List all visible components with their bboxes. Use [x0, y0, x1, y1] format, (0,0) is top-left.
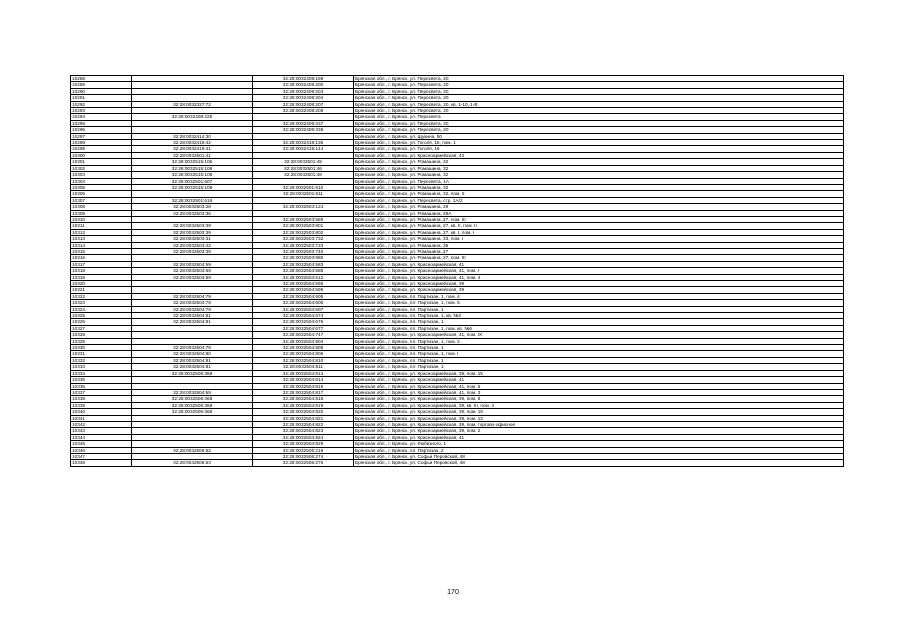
address-cell: Брянская обл., г. Брянск, ул. Ромашина, 32 [354, 184, 844, 190]
row-number-cell: 10338 [71, 396, 132, 402]
row-number-cell: 10294 [71, 114, 132, 120]
old-cadastral-number-cell: 32:28:0032414:30 [132, 133, 253, 139]
cadastral-number-cell: 32:28:0032503:732 [253, 236, 354, 242]
old-cadastral-number-cell: 32:28:0032503:28 [132, 204, 253, 210]
address-cell: Брянская обл., г. Брянск, ул. Пересвета, 20 [354, 95, 844, 101]
cadastral-number-cell: 32:28:0032504:810 [253, 357, 354, 363]
row-number-cell: 10296 [71, 127, 132, 133]
cadastral-number-cell: 32:28:0032503:589 [253, 216, 354, 222]
row-number-cell: 10334 [71, 370, 132, 376]
address-cell: Брянская обл., г. Брянск, пл. Партизан, 1, пом. 5 [354, 300, 844, 306]
old-cadastral-number-cell: 32:28:0032503:39 [132, 223, 253, 229]
row-number-cell: 10331 [71, 351, 132, 357]
cadastral-number-cell: 32:28:0032504:583 [253, 261, 354, 267]
old-cadastral-number-cell: 32:28:0032504:81 [132, 319, 253, 325]
cadastral-number-cell: 32:28:0032503:733 [253, 242, 354, 248]
cadastral-number-cell: 32:28:0032504:819 [253, 402, 354, 408]
address-cell: Брянская обл., г. Брянск, ул. Красноармейская, 39, пом. 2 [354, 428, 844, 434]
old-cadastral-number-cell: 32:28:0032515:108 [132, 165, 253, 171]
address-cell: Брянская обл., г. Брянск, пл. Партизан, 1, пом. кв. №6 [354, 325, 844, 331]
row-number-cell: 10315 [71, 248, 132, 254]
cadastral-number-cell: 32:28:0032504:824 [253, 434, 354, 440]
cadastral-number-cell: 32:28:0032408:204 [253, 95, 354, 101]
row-number-cell: 10329 [71, 338, 132, 344]
cadastral-number-cell: 32:28:0032408:208 [253, 108, 354, 114]
row-number-cell: 10290 [71, 88, 132, 94]
cadastral-number-cell: 32:28:0032504:815 [253, 383, 354, 389]
row-number-cell: 10302 [71, 165, 132, 171]
address-cell: Брянская обл., г. Брянск, ул. Ромашина, 27, пом. III [354, 255, 844, 261]
row-number-cell: 10308 [71, 204, 132, 210]
row-number-cell: 10332 [71, 357, 132, 363]
cadastral-number-cell: 32:28:0032503:980 [253, 255, 354, 261]
address-cell: Брянская обл., г. Брянск, ул. Ромашина, 29А [354, 210, 844, 216]
address-cell: Брянская обл., г. Брянск, ул. Ромашина, 33, пом. I [354, 236, 844, 242]
address-cell: Брянская обл., г. Брянск, ул. Красноармейская, 39, пом. 13 [354, 415, 844, 421]
cadastral-number-cell: 32:28:0032504:817 [253, 389, 354, 395]
row-number-cell: 10304 [71, 178, 132, 184]
old-cadastral-number-cell: 32:28:0032515:106 [132, 159, 253, 165]
row-number-cell: 10305 [71, 184, 132, 190]
address-cell: Брянская обл., г. Брянск, ул. Пересвета, 20 [354, 88, 844, 94]
address-cell: Брянская обл., г. Брянск, ул. Пересвета, стр. 1А/2 [354, 197, 844, 203]
row-number-cell: 10344 [71, 434, 132, 440]
cadastral-number-cell: 32:28:0032504:606 [253, 300, 354, 306]
old-cadastral-number-cell: 32:28:0032503:31 [132, 236, 253, 242]
page-number: 170 [447, 589, 459, 596]
cadastral-number-cell: 32:28:0032503:124 [253, 204, 354, 210]
cadastral-number-cell: 32:28:0032504:598 [253, 287, 354, 293]
address-cell: Брянская обл., г. Брянск, ул. Красноармейская, 39 [354, 287, 844, 293]
cadastral-number-cell: 32:28:0032504:804 [253, 338, 354, 344]
row-number-cell: 10327 [71, 325, 132, 331]
row-number-cell: 10323 [71, 300, 132, 306]
row-number-cell: 10345 [71, 441, 132, 447]
address-cell: Брянская обл., г. Брянск, ул. Ромашина, 27, пом. III [354, 216, 844, 222]
old-cadastral-number-cell: 32:28:0032501:607 [132, 178, 253, 184]
old-cadastral-number-cell: 32:28:0032504:81 [132, 313, 253, 319]
row-number-cell: 10347 [71, 453, 132, 459]
old-cadastral-number-cell: 32:28:0032504:80 [132, 351, 253, 357]
address-cell: Брянская обл., г. Брянск, ул. Красноармейская, 41 [354, 434, 844, 440]
address-cell: Брянская обл., г. Брянск, ул. Пересвета, 1А [354, 178, 844, 184]
cadastral-number-cell: 32:28:0032501:46 [253, 165, 354, 171]
old-cadastral-number-cell: 32:28:0032504:79 [132, 293, 253, 299]
cadastral-number-cell: 32:28:0032408:200 [253, 82, 354, 88]
row-number-cell: 10341 [71, 415, 132, 421]
address-cell: Брянская обл., г. Брянск, ул. Красноармейская, 39 [354, 281, 844, 287]
address-cell: Брянская обл., г. Брянск, ул. Ромашина, 35 [354, 242, 844, 248]
address-cell: Брянская обл., г. Брянск, пл. Партизан, 1 [354, 357, 844, 363]
row-number-cell: 10311 [71, 223, 132, 229]
cadastral-number-cell: 32:28:0032504:822 [253, 421, 354, 427]
row-number-cell: 10319 [71, 274, 132, 280]
cadastral-number-cell: 32:28:0032419:136 [253, 140, 354, 146]
cadastral-number-cell: 32:28:0032504:674 [253, 313, 354, 319]
old-cadastral-number-cell: 32:28:0032515:108 [132, 172, 253, 178]
address-cell: Брянская обл., г. Брянск, ул. Красноармейская, 41, пом. 5 [354, 383, 844, 389]
address-cell: Брянская обл., г. Брянск, ул. Гоголя, 16 [354, 146, 844, 152]
address-cell: Брянская обл., г. Брянск, ул. Красноармейская, 39, кв. III, пом. 3 [354, 402, 844, 408]
row-number-cell: 10316 [71, 255, 132, 261]
old-cadastral-number-cell: 32:28:0032504:69 [132, 268, 253, 274]
row-number-cell: 10310 [71, 216, 132, 222]
row-number-cell: 10307 [71, 197, 132, 203]
cadastral-number-cell: 32:28:0032501:611 [253, 191, 354, 197]
address-cell: Брянская обл., г. Брянск, ул. Ромашина, 29 [354, 204, 844, 210]
row-number-cell: 10336 [71, 383, 132, 389]
address-cell: Брянская обл., г. Брянск, ул. Ромашина, 27, кв. I, пом. I [354, 229, 844, 235]
old-cadastral-number-cell: 32:28:0032515:108 [132, 184, 253, 190]
old-cadastral-number-cell: 32:28:0032501:616 [132, 197, 253, 203]
cadastral-number-cell: 32:28:0032504:585 [253, 268, 354, 274]
row-number-cell: 10318 [71, 268, 132, 274]
row-number-cell: 10298 [71, 140, 132, 146]
old-cadastral-number-cell: 32:28:0032506:62 [132, 447, 253, 453]
row-number-cell: 10314 [71, 242, 132, 248]
address-cell: Брянская обл., г. Брянск, ул. Ромашина, 27, кв. II, пом. II [354, 223, 844, 229]
cadastral-number-cell: 32:28:0032504:677 [253, 325, 354, 331]
address-cell: Брянская обл., г. Брянск, ул. Пересвета [354, 114, 844, 120]
cadastral-number-cell: 32:28:0032504:811 [253, 364, 354, 370]
address-cell: Брянская обл., г. Брянск, ул. Красноармейская, 39, пом. 15 [354, 370, 844, 376]
row-number-cell: 10322 [71, 293, 132, 299]
old-cadastral-number-cell: 32:28:0032506:63 [132, 460, 253, 466]
row-number-cell: 10303 [71, 172, 132, 178]
old-cadastral-number-cell: 32:28:0032504:69 [132, 389, 253, 395]
row-number-cell: 10346 [71, 447, 132, 453]
row-number-cell: 10340 [71, 409, 132, 415]
cadastral-number-cell: 32:28:0032504:806 [253, 351, 354, 357]
cadastral-number-cell: 32:28:0032504:596 [253, 281, 354, 287]
row-number-cell: 10292 [71, 101, 132, 107]
cadastral-number-cell: 32:28:0032504:818 [253, 396, 354, 402]
address-cell: Брянская обл., г. Брянск, пл. Партизан, 1, пом. 2 [354, 338, 844, 344]
row-number-cell: 10301 [71, 159, 132, 165]
address-cell: Брянская обл., г. Брянск, ул. Гоголя, 16, пом. 1 [354, 140, 844, 146]
address-cell: Брянская обл., г. Брянск, ул. Ромашина, 32 [354, 165, 844, 171]
cadastral-number-cell: 32:28:0032504:821 [253, 415, 354, 421]
cadastral-number-cell: 32:28:0032504:607 [253, 306, 354, 312]
address-cell: Брянская обл., г. Брянск, пл. Партизан, 1, пом. I [354, 351, 844, 357]
address-cell: Брянская обл., г. Брянск, ул. Софьи Перовской, 48 [354, 453, 844, 459]
cadastral-number-cell: 32:28:0032419:144 [253, 146, 354, 152]
row-number-cell: 10313 [71, 236, 132, 242]
cadastral-number-cell: 32:28:0032506:274 [253, 453, 354, 459]
row-number-cell: 10337 [71, 389, 132, 395]
address-cell: Брянская обл., г. Брянск, ул. Ромашина, 27 [354, 248, 844, 254]
row-number-cell: 10343 [71, 428, 132, 434]
row-number-cell: 10326 [71, 319, 132, 325]
address-cell: Брянская обл., г. Брянск, ул. Красноармейская, 39, пом. торгово-офисное [354, 421, 844, 427]
row-number-cell: 10309 [71, 210, 132, 216]
cadastral-number-cell: 32:28:0032504:676 [253, 319, 354, 325]
old-cadastral-number-cell: 32:28:0032504:69 [132, 274, 253, 280]
address-cell: Брянская обл., г. Брянск, ул. Пересвета, 20 [354, 82, 844, 88]
address-cell: Брянская обл., г. Брянск, пл. Партизан, 1, пом. 4 [354, 293, 844, 299]
address-cell: Брянская обл., г. Брянск, пл. Партизан, 2 [354, 447, 844, 453]
cadastral-number-cell: 32:28:0032501:45 [253, 159, 354, 165]
address-cell: Брянская обл., г. Брянск, ул. Красноармейская, 39, пом. 19 [354, 409, 844, 415]
address-cell: Брянская обл., г. Брянск, ул. Красноармейская, 41, пом. I [354, 268, 844, 274]
old-cadastral-number-cell: 32:28:0032506:368 [132, 370, 253, 376]
old-cadastral-number-cell: 32:28:0032504:79 [132, 306, 253, 312]
cadastral-number-cell: 32:28:0032408:338 [253, 127, 354, 133]
cadastral-number-cell: 32:28:0032504:829 [253, 441, 354, 447]
table-row [71, 460, 844, 466]
row-number-cell: 10324 [71, 306, 132, 312]
row-number-cell: 10306 [71, 191, 132, 197]
old-cadastral-number-cell: 32:28:0032419:42 [132, 140, 253, 146]
cadastral-number-cell: 32:28:0032504:813 [253, 370, 354, 376]
row-number-cell: 10342 [71, 421, 132, 427]
cadastral-number-cell: 32:28:0032504:747 [253, 332, 354, 338]
old-cadastral-number-cell: 32:28:0032419:41 [132, 146, 253, 152]
old-cadastral-number-cell: 32:28:0032504:69 [132, 261, 253, 267]
old-cadastral-number-cell: 32:28:0032504:79 [132, 300, 253, 306]
old-cadastral-number-cell: 32:28:0032504:81 [132, 357, 253, 363]
cadastral-number-cell: 32:28:0032408:203 [253, 88, 354, 94]
old-cadastral-number-cell: 32:28:0032503:36 [132, 210, 253, 216]
row-number-cell: 10333 [71, 364, 132, 370]
address-cell: Брянская обл., г. Брянск, ул. Пересвета, 20, кв. 1-10, 1-В [354, 101, 844, 107]
row-number-cell: 10328 [71, 332, 132, 338]
old-cadastral-number-cell: 32:28:0032504:79 [132, 345, 253, 351]
row-number-cell: 10295 [71, 120, 132, 126]
cadastral-number-cell: 32:28:0032503:802 [253, 229, 354, 235]
old-cadastral-number-cell: 32:28:0032506:368 [132, 402, 253, 408]
address-cell: Брянская обл., г. Брянск, ул. Красноармейская, 41 [354, 261, 844, 267]
old-cadastral-number-cell: 32:28:0032501:41 [132, 152, 253, 158]
row-number-cell: 10317 [71, 261, 132, 267]
old-cadastral-number-cell: 32:28:0032506:368 [132, 409, 253, 415]
address-cell: Брянская обл., г. Брянск, ул. Софьи Перовской, 48 [354, 460, 844, 466]
row-number-cell: 10320 [71, 281, 132, 287]
address-cell: Брянская обл., г. Брянск, пл. Партизан, 1 [354, 306, 844, 312]
cadastral-number-cell: 32:28:0032504:805 [253, 345, 354, 351]
row-number-cell: 10325 [71, 313, 132, 319]
address-cell: Брянская обл., г. Брянск, пл. Партизан, 1 [354, 364, 844, 370]
address-cell: Брянская обл., г. Брянск, ул. Любезного, 1 [354, 441, 844, 447]
address-cell: Брянская обл., г. Брянск, ул. Красноармейская, 41, пом. 3 [354, 389, 844, 395]
old-cadastral-number-cell: 32:28:0032504:81 [132, 364, 253, 370]
address-cell: Брянская обл., г. Брянск, ул. Ромашина, 32, пом. 6 [354, 191, 844, 197]
old-cadastral-number-cell: 32:28:0032503:42 [132, 242, 253, 248]
row-number-cell: 10299 [71, 146, 132, 152]
address-cell: Брянская обл., г. Брянск, ул. Пересвета, 20 [354, 127, 844, 133]
address-cell: Брянская обл., г. Брянск, ул. Ромашина, 32 [354, 172, 844, 178]
cadastral-number-cell: 32:28:0032504:605 [253, 293, 354, 299]
row-number-cell: 10297 [71, 133, 132, 139]
row-number-cell: 10348 [71, 460, 132, 466]
cadastral-number-cell: 32:28:0032506:275 [253, 460, 354, 466]
cadastral-number-cell: 32:28:0032501:48 [253, 172, 354, 178]
row-number-cell: 10291 [71, 95, 132, 101]
row-number-cell: 10330 [71, 345, 132, 351]
row-number-cell: 10335 [71, 377, 132, 383]
old-cadastral-number-cell: 32:28:0032506:368 [132, 396, 253, 402]
cadastral-number-cell: 32:28:0032408:337 [253, 120, 354, 126]
registry-table [70, 75, 844, 467]
address-cell: Брянская обл., г. Брянск, ул. Красноармейская, 41 [354, 377, 844, 383]
address-cell: Брянская обл., г. Брянск, ул. Пересвета, 20 [354, 108, 844, 114]
address-cell: Брянская обл., г. Брянск, ул. Красноармейская, 41, пом. 4 [354, 274, 844, 280]
cadastral-number-cell: 32:28:0032503:801 [253, 223, 354, 229]
cadastral-number-cell: 32:28:0032408:207 [253, 101, 354, 107]
address-cell: Брянская обл., г. Брянск, ул. Красноармейская, 43 [354, 152, 844, 158]
address-cell: Брянская обл., г. Брянск, ул. Красноармейская, 41, пом. IX [354, 332, 844, 338]
address-cell: Брянская обл., г. Брянск, ул. Щукина, 50 [354, 133, 844, 139]
cadastral-number-cell: 32:28:0032504:512 [253, 274, 354, 280]
row-number-cell: 10289 [71, 82, 132, 88]
cadastral-number-cell: 32:28:0032408:198 [253, 76, 354, 82]
cadastral-number-cell: 32:28:0032506:219 [253, 447, 354, 453]
row-number-cell: 10321 [71, 287, 132, 293]
row-number-cell: 10288 [71, 76, 132, 82]
old-cadastral-number-cell: 32:28:0032503:39 [132, 248, 253, 254]
cadastral-number-cell: 32:28:0032501:610 [253, 184, 354, 190]
address-cell: Брянская обл., г. Брянск, пл. Партизан, 1 [354, 319, 844, 325]
row-number-cell: 10300 [71, 152, 132, 158]
cadastral-number-cell: 32:28:0032503:740 [253, 248, 354, 254]
row-number-cell: 10339 [71, 402, 132, 408]
address-cell: Брянская обл., г. Брянск, ул. Пересвета, 20 [354, 120, 844, 126]
row-number-cell: 10312 [71, 229, 132, 235]
address-cell: Брянская обл., г. Брянск, ул. Красноармейская, 39, пом. 8 [354, 396, 844, 402]
address-cell: Брянская обл., г. Брянск, пл. Партизан, 1 [354, 345, 844, 351]
cadastral-number-cell: 32:28:0032504:823 [253, 428, 354, 434]
address-cell: Брянская обл., г. Брянск, ул. Ромашина, 32 [354, 159, 844, 165]
registry-table-body [71, 76, 844, 467]
address-cell: Брянская обл., г. Брянск, ул. Пересвета, 20 [354, 76, 844, 82]
cadastral-number-cell: 32:28:0032504:814 [253, 377, 354, 383]
old-cadastral-number-cell: 32:28:0032503:39 [132, 229, 253, 235]
old-cadastral-number-cell: 32:28:0032408:225 [132, 114, 253, 120]
old-cadastral-number-cell: 32:28:0032327:72 [132, 101, 253, 107]
row-number-cell: 10293 [71, 108, 132, 114]
cadastral-number-cell: 32:28:0032504:820 [253, 409, 354, 415]
address-cell: Брянская обл., г. Брянск, пл. Партизан, 1, кв. №3 [354, 313, 844, 319]
